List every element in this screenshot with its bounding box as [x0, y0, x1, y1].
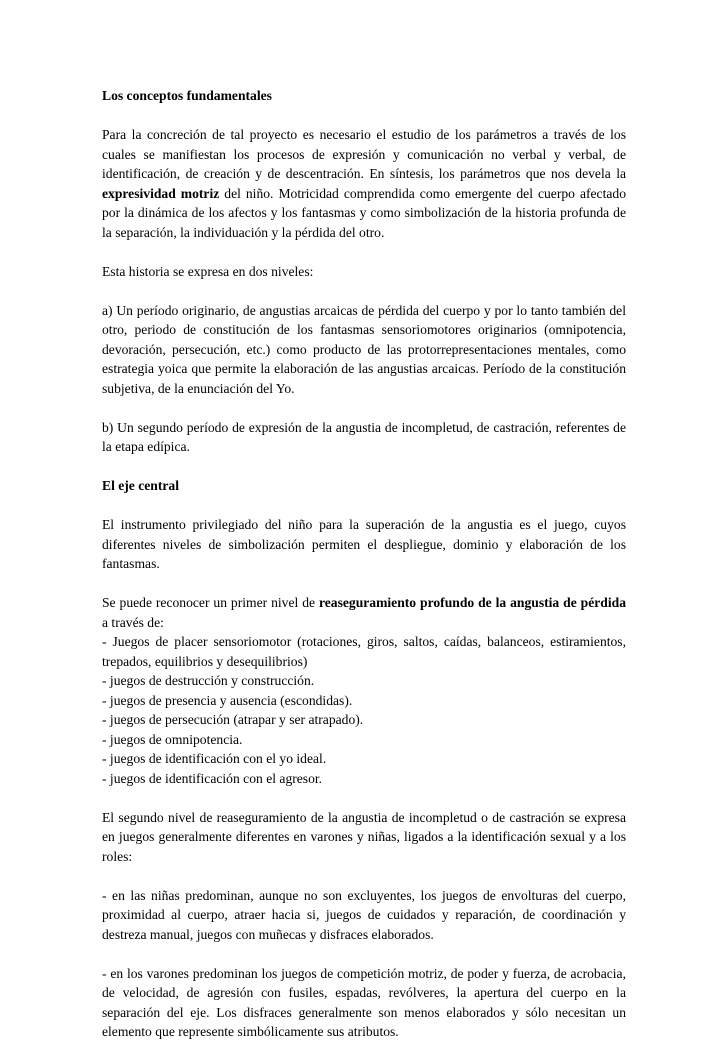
list-item: - Juegos de placer sensoriomotor (rotaciones, giros, saltos, caídas, balanceos, estiramientos, trepados, equilibrios y desequilibrios): [102, 634, 626, 669]
paragraph-historia: Esta historia se expresa en dos niveles:: [102, 263, 314, 279]
list-item: - juegos de omnipotencia.: [102, 731, 243, 747]
paragraph-segundo-periodo: b) Un segundo período de expresión de la angustia de incompletud, de castración, referentes de la etapa edípica.: [102, 419, 626, 454]
list-item: - juegos de persecución (atrapar y ser atrapado).: [102, 712, 364, 727]
list-primer-nivel: [102, 593, 626, 788]
section-heading-conceptos: Los conceptos fundamentales: [102, 88, 272, 103]
paragraph-ninas: - en las niñas predominan, aunque no son excluyentes, los juegos de envolturas del cuerpo, proximidad al cuerpo, atraer hacia si, juegos de cuidados y reparación, de coordinación y destreza manual, juegos con muñecas y disfraces elaborados.: [102, 887, 626, 942]
paragraph-text: del niño. Motricidad comprendida como emergente del cuerpo afectado por la dinámica de los afectos y los fantasmas y como simbolización de la historia profunda de la separación, la individuación y la pérdida del otro.: [102, 185, 626, 240]
paragraph-periodo-originario: a) Un período originario, de angustias arcaicas de pérdida del cuerpo y por lo tanto también del otro, periodo de constitución de los fantasmas sensoriomotores originarios (omnipotencia, devoración, persecución, etc.) como producto de las protorrepresentaciones mentales, como estrategia yoica que permite la elaboración de las angustias arcaicas. Período de la constitución subjetiva, de la enunciación del Yo.: [102, 302, 626, 396]
paragraph-segundo-nivel: El segundo nivel de reaseguramiento de la angustia de incompletud o de castración se expresa en juegos generalmente diferentes en varones y niñas, ligados a la identificación sexual y a los roles:: [102, 809, 626, 864]
paragraph-parametros: [102, 125, 626, 242]
paragraph-text: Para la concreción de tal proyecto es necesario el estudio de los parámetros a través de los cuales se manifiestan los procesos de expresión y comunicación no verbal y verbal, de identificación, de creación y de descentración. En síntesis, los parámetros que nos devela la: [102, 127, 626, 181]
bold-term-reaseguramiento: reaseguramiento profundo de la angustia de pérdida: [318, 595, 626, 610]
list-item: - juegos de destrucción y construcción.: [102, 673, 315, 688]
list-item: - juegos de identificación con el yo ideal.: [102, 751, 327, 766]
paragraph-instrumento: El instrumento privilegiado del niño para la superación de la angustia es el juego, cuyos diferentes niveles de simbolización permiten el despliegue, dominio y elaboración de los fantasmas.: [102, 517, 626, 571]
section-heading-eje-central: El eje central: [102, 478, 179, 493]
list-item: - juegos de presencia y ausencia (escondidas).: [102, 692, 353, 708]
paragraph-primer-nivel: [102, 593, 626, 632]
paragraph-text: Se puede reconocer un primer nivel de: [102, 595, 319, 610]
paragraph-text: a través de:: [102, 614, 164, 630]
document-page: [102, 86, 626, 1061]
bold-term-expresividad: expresividad motriz: [102, 185, 220, 201]
paragraph-varones: - en los varones predominan los juegos de competición motriz, de poder y fuerza, de acrobacia, de velocidad, de agresión con fusiles, espadas, revólveres, la apertura del cuerpo en la separación del eje. Los disfraces generalmente son menos elaborados y sólo necesitan un elemento que represente simbólicamente sus atributos.: [102, 965, 626, 1039]
list-item: - juegos de identificación con el agresor.: [102, 770, 323, 786]
